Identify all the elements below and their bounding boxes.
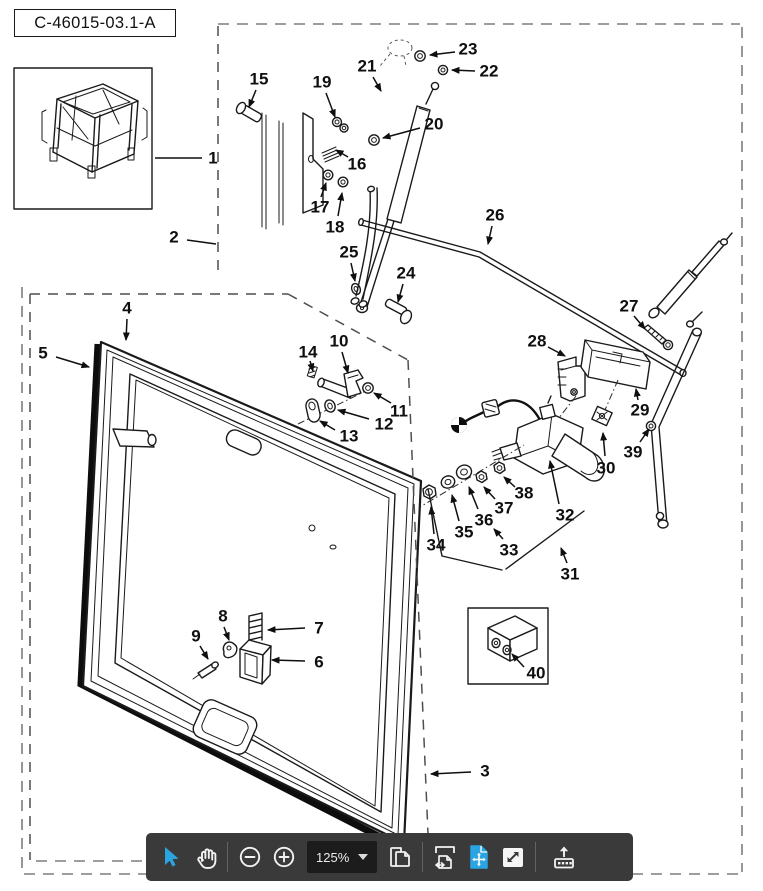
pin-15	[235, 101, 263, 123]
callout-21: 21	[357, 56, 377, 76]
callout-6: 6	[314, 652, 324, 672]
hinge-parts-10-14	[298, 365, 373, 424]
callout-29: 29	[630, 400, 650, 420]
link-arm-39	[646, 312, 702, 528]
motor-assembly-32	[451, 396, 604, 481]
callout-28: 28	[527, 331, 547, 351]
callout-4: 4	[122, 298, 132, 318]
callout-14: 14	[298, 342, 318, 362]
callout-3: 3	[480, 761, 490, 781]
callout-10: 10	[329, 331, 349, 351]
gas-strut-27-right	[647, 233, 732, 320]
callout-36: 36	[474, 510, 494, 530]
expand-icon	[500, 844, 526, 870]
pan-tool-button[interactable]	[188, 837, 222, 877]
callout-35: 35	[454, 522, 474, 542]
callout-23: 23	[458, 39, 478, 59]
callout-22: 22	[479, 61, 499, 81]
viewer-toolbar	[146, 833, 633, 881]
hand-icon	[192, 844, 218, 870]
callout-13: 13	[339, 426, 359, 446]
callout-16: 16	[347, 154, 367, 174]
fit-width-button[interactable]	[428, 837, 462, 877]
zoom-out-button[interactable]	[233, 837, 267, 877]
fit-page-button[interactable]	[462, 837, 496, 877]
callout-9: 9	[191, 626, 201, 646]
export-button[interactable]	[547, 837, 581, 877]
callout-15: 15	[249, 69, 269, 89]
toolbar-divider	[227, 842, 228, 872]
pointer-icon	[159, 845, 183, 869]
callout-11: 11	[390, 401, 408, 421]
callout-19: 19	[312, 72, 332, 92]
callout-33: 33	[499, 540, 519, 560]
zoom-level-value: 125%	[316, 849, 350, 865]
fit-page-arrows-icon	[465, 843, 493, 871]
callout-8: 8	[218, 606, 228, 626]
toolbar-divider	[422, 842, 423, 872]
circle-minus-icon	[238, 845, 262, 869]
drawing-number-label: C-46015-03.1-A	[14, 9, 176, 37]
bolt-24	[384, 298, 413, 325]
upload-tray-icon	[550, 843, 578, 871]
zoom-level-dropdown[interactable]	[307, 841, 377, 873]
cab-inset-box	[14, 68, 152, 209]
copy-pages-icon	[387, 844, 413, 870]
zoom-in-button[interactable]	[267, 837, 301, 877]
callout-30: 30	[596, 458, 616, 478]
callout-31: 31	[560, 564, 580, 584]
callout-17: 17	[310, 197, 330, 217]
callout-2: 2	[169, 227, 179, 247]
callout-38: 38	[514, 483, 534, 503]
callout-27: 27	[619, 296, 639, 316]
callout-24: 24	[396, 263, 416, 283]
callout-34: 34	[426, 535, 446, 555]
callout-7: 7	[314, 618, 324, 638]
callout-39: 39	[623, 442, 643, 462]
copy-button[interactable]	[383, 837, 417, 877]
screw-27	[644, 325, 673, 350]
callout-32: 32	[555, 505, 575, 525]
caret-down-icon	[358, 854, 368, 860]
circle-plus-icon	[272, 845, 296, 869]
callout-5: 5	[38, 343, 48, 363]
select-tool-button[interactable]	[154, 837, 188, 877]
callout-1: 1	[208, 148, 218, 168]
fullscreen-button[interactable]	[496, 837, 530, 877]
callout-40: 40	[526, 663, 546, 683]
callout-20: 20	[424, 114, 444, 134]
callout-37: 37	[494, 498, 514, 518]
callout-12: 12	[374, 414, 394, 434]
fit-width-icon	[431, 843, 459, 871]
clip-30	[592, 406, 612, 425]
callout-26: 26	[485, 205, 505, 225]
toolbar-divider	[535, 842, 536, 872]
window-frame	[81, 342, 421, 843]
callout-18: 18	[325, 217, 345, 237]
callout-25: 25	[339, 242, 359, 262]
